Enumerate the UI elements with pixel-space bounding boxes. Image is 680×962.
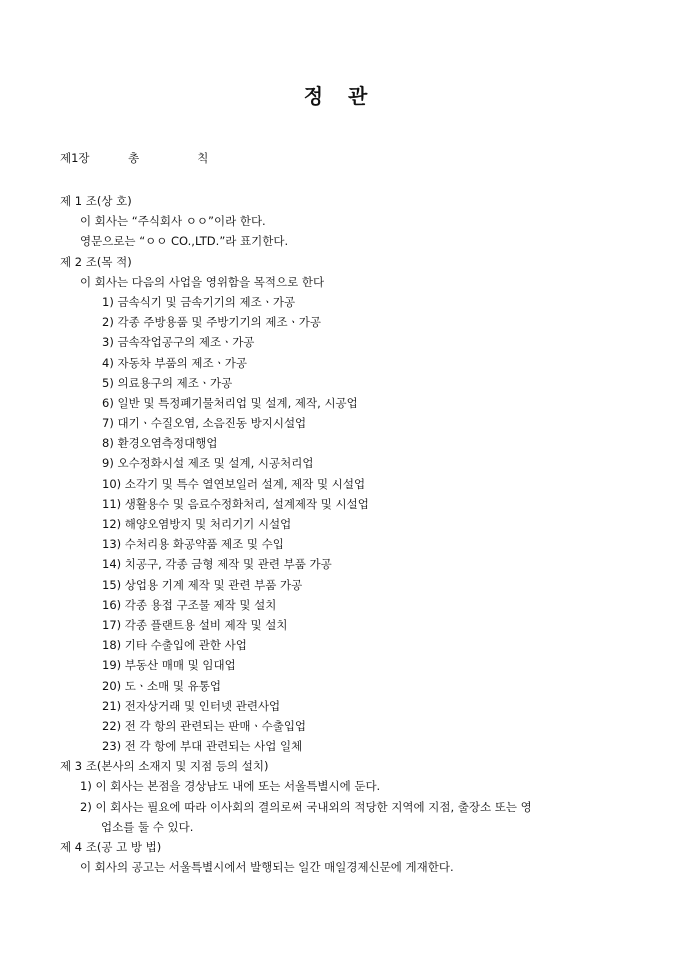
purpose-item: 13) 수처리용 화공약품 제조 및 수입 bbox=[102, 537, 284, 552]
articles-body bbox=[0, 191, 680, 877]
purpose-item: 16) 각종 용접 구조물 제작 및 설치 bbox=[102, 597, 277, 612]
purpose-item: 5) 의료용구의 제조ㆍ가공 bbox=[102, 375, 233, 390]
article-3-paragraph-2: 2) 이 회사는 필요에 따라 이사회의 결의로써 국내외의 적당한 지역에 지점, 출장소 또는 영 bbox=[80, 799, 532, 814]
purpose-item: 18) 기타 수출입에 관한 사업 bbox=[102, 638, 247, 653]
purpose-item: 6) 일반 및 특정폐기물처리업 및 설계, 제작, 시공업 bbox=[102, 395, 358, 410]
document-title: 정 관 bbox=[303, 84, 377, 108]
purpose-item: 21) 전자상거래 및 인터넷 관련사업 bbox=[102, 698, 281, 713]
purpose-item: 20) 도ㆍ소매 및 유통업 bbox=[102, 678, 221, 693]
article-1-line: 이 회사는 “주식회사 ㅇㅇ”이라 한다. bbox=[80, 214, 266, 229]
purpose-item: 12) 해양오염방지 및 처리기기 시설업 bbox=[102, 517, 292, 531]
chapter-heading: 제1장 총 칙 bbox=[60, 151, 209, 165]
purpose-item: 14) 치공구, 각종 금형 제작 및 관련 부품 가공 bbox=[102, 557, 332, 572]
purpose-item: 10) 소각기 및 특수 열연보일러 설계, 제작 및 시설업 bbox=[102, 476, 366, 491]
purpose-item: 22) 전 각 항의 관련되는 판매ㆍ수출입업 bbox=[102, 718, 307, 733]
article-2-heading: 제 2 조(목 적) bbox=[60, 254, 132, 269]
purpose-item: 9) 오수정화시설 제조 및 설계, 시공처리업 bbox=[102, 456, 314, 471]
purpose-item: 8) 환경오염측정대행업 bbox=[102, 436, 218, 451]
purpose-item: 19) 부동산 매매 및 임대업 bbox=[102, 658, 236, 673]
purpose-item: 4) 자동차 부품의 제조ㆍ가공 bbox=[102, 355, 247, 370]
article-4-line: 이 회사의 공고는 서울특별시에서 발행되는 일간 매일경제신문에 게재한다. bbox=[80, 860, 454, 875]
article-3-heading: 제 3 조(본사의 소재지 및 지점 등의 설치) bbox=[60, 759, 269, 774]
purpose-item: 3) 금속작업공구의 제조ㆍ가공 bbox=[102, 335, 255, 350]
article-1-line: 영문으로는 “ㅇㅇ CO.,LTD.”라 표기한다. bbox=[80, 234, 289, 249]
article-2-intro: 이 회사는 다음의 사업을 영위함을 목적으로 한다 bbox=[80, 274, 325, 289]
purpose-item: 7) 대기ㆍ수질오염, 소음진동 방지시설업 bbox=[102, 416, 307, 431]
purpose-item: 11) 생활용수 및 음료수정화처리, 설계제작 및 시설업 bbox=[102, 496, 369, 511]
article-3-paragraph-2-continued: 업소를 둘 수 있다. bbox=[101, 819, 194, 834]
article-1-heading: 제 1 조(상 호) bbox=[60, 194, 132, 208]
purpose-item: 2) 각종 주방용품 및 주방기기의 제조ㆍ가공 bbox=[102, 315, 321, 330]
purpose-item: 17) 각종 플랜트용 설비 제작 및 설치 bbox=[102, 617, 288, 632]
article-4-heading: 제 4 조(공 고 방 법) bbox=[60, 840, 162, 854]
purpose-item: 23) 전 각 항에 부대 관련되는 사업 일체 bbox=[102, 739, 303, 754]
purpose-item: 1) 금속식기 및 금속기기의 제조ㆍ가공 bbox=[102, 294, 296, 309]
purpose-item: 15) 상업용 기계 제작 및 관련 부품 가공 bbox=[102, 577, 303, 592]
article-3-paragraph-1: 1) 이 회사는 본점을 경상남도 내에 또는 서울특별시에 둔다. bbox=[80, 779, 381, 794]
